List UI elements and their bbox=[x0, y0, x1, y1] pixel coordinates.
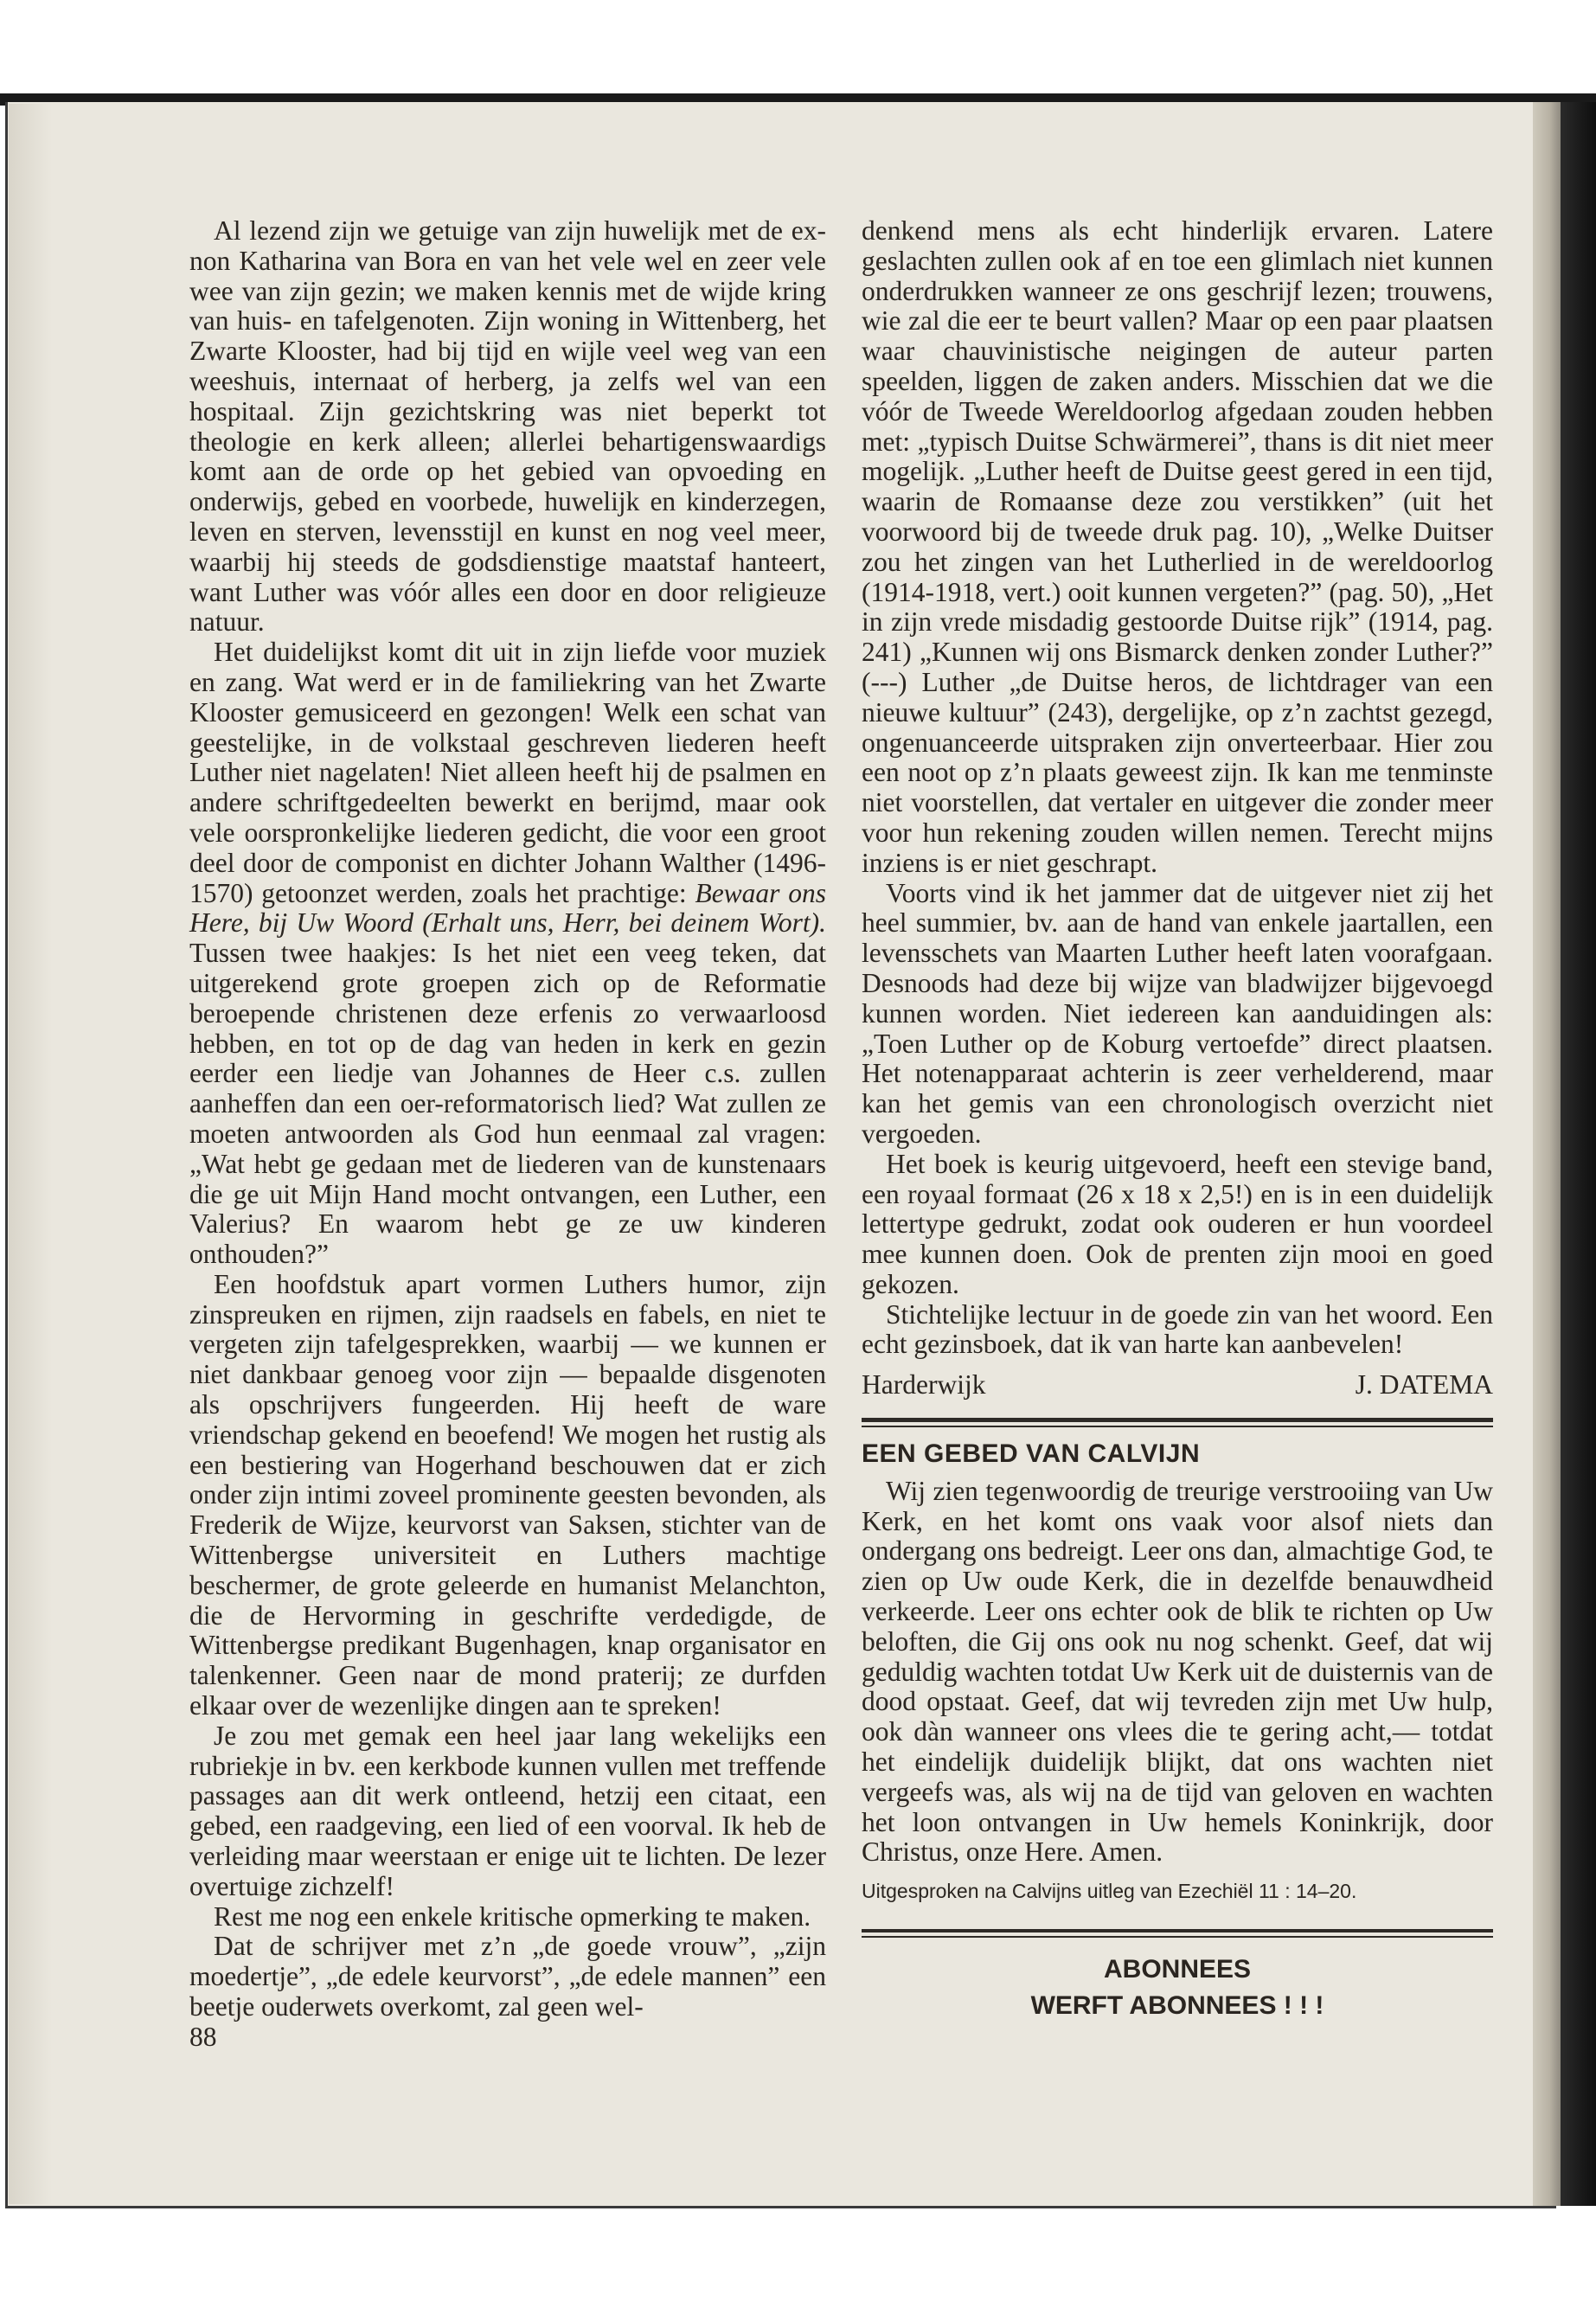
page-shadow bbox=[9, 104, 52, 2204]
paragraph bbox=[189, 638, 826, 1270]
advert-line-1: ABONNEES bbox=[1103, 1955, 1252, 1984]
paragraph-text: Het duidelijkst komt dit uit in zijn liefde voor muziek en zang. Wat werd er in de familiekring van het Zwarte Klooster gemusiceerd en gezongen! Welk een schat van geestelijke, in de volkstaal geschreven liederen heeft Luther niet nagelaten! Niet alleen heeft hij de psalmen en andere schriftgedeelten bewerkt en berijmd, maar ook vele oorspronkelijke liederen gedicht, die voor een groot deel door de componist en dichter Johann Walther (1496-1570) getoonzet werden, zoals het prachtige: bbox=[189, 637, 826, 908]
paragraph: Voorts vind ik het jammer dat de uitgever niet zij het heel summier, bv. aan de hand van enkele jaartallen, een levensschets van Maarten Luther heeft laten voorafgaan. Desnoods had deze bij wijze van bladwijzer bijgevoegd kunnen worden. Niet iedereen kan aanduidingen als: „Toen Luther op de Koburg vertoefde” direct plaatsen. Het notenapparaat achterin is zeer verhelderend, maar kan het gemis van een chronologisch overzicht niet vergoeden. bbox=[862, 877, 1493, 1149]
paragraph: Een hoofdstuk apart vormen Luthers humor, zijn zinspreuken en rijmen, zijn raadsels en fabels, en niet te vergeten zijn tafelgesprekken, waarbij — we kunnen er niet dankbaar genoeg voor zijn — bepaalde disgenoten als opschrijvers fungeerden. Hij heeft de ware vriendschap gekend en beoefend! We mogen het rustig als een bestiering van Hogerhand beschouwen dat er zich onder zijn intimi zoveel prominente geesten bevonden, als Frederik de Wijze, keurvorst van Saksen, stichter van de Wittenbergse universiteit en Luthers machtige beschermer, de grote geleerde en humanist Melanchton, die de Hervorming in geschrifte verdedigde, de Wittenbergse predikant Bugenhagen, knap organisator en talenkenner. Geen naar de mond praterij; ze durfden elkaar over de wezenlijke dingen aan te spreken! bbox=[189, 1268, 826, 1721]
right-column bbox=[862, 216, 1493, 2119]
paragraph-text: Tussen twee haakjes: Is het niet een veeg teken, dat uitgerekend grote groepen zich op de Reformatie beroepende christenen deze erfenis zo verwaarloosd hebben, en tot op de dag van heden in kerk en gezin eerder een liedje van Johannes de Heer c.s. zullen aanheffen dan een oer-reformatorisch lied? Wat zullen ze moeten antwoorden als God hun eenmaal zal vragen: „Wat hebt ge gedaan met de liederen van de kunstenaars die ge uit Mijn Hand mocht ontvangen, een Luther, een Valerius? En waarom hebt ge ze uw kinderen onthouden?” bbox=[189, 938, 826, 1270]
advert-box bbox=[862, 1952, 1493, 2024]
section-divider-thin bbox=[862, 1426, 1493, 1427]
left-column bbox=[189, 216, 826, 2053]
paragraph: Dat de schrijver met z’n „de goede vrouw”, „zijn moedertje”, „de edele keurvorst”, „de edele mannen” een beetje ouderwets overkomt, zal geen wel- bbox=[189, 1931, 826, 2022]
advert-line-2: WERFT ABONNEES ! ! ! bbox=[1030, 1991, 1324, 2021]
advert-divider bbox=[862, 1929, 1493, 1938]
signature-name: J. DATEMA bbox=[1355, 1369, 1493, 1400]
review-signature bbox=[862, 1370, 1493, 1400]
page-spine-gutter bbox=[1533, 102, 1561, 2206]
paragraph: Het boek is keurig uitgevoerd, heeft een stevige band, een royaal formaat (26 x 18 x 2,5!) en is in een duidelijk lettertype gedrukt, zodat ook ouderen er hun voordeel mee kunnen doen. Ook de prenten zijn mooi en goed gekozen. bbox=[862, 1148, 1493, 1299]
prayer-source: Uitgesproken na Calvijns uitleg van Ezechiël 11 : 14–20. bbox=[862, 1880, 1357, 1903]
prayer-text: Wij zien tegenwoordig de treurige verstrooiing van Uw Kerk, en het komt ons vaak voor alsof niets dan ondergang ons bedreigt. Leer ons dan, almachtige God, te zien op Uw oude Kerk, die in dezelfde benauwdheid verkeerde. Leer ons echter ook de blik te richten op Uw beloften, die Gij ons ook nu nog schenkt. Geef, dat wij geduldig wachten totdat Uw Kerk uit de duisternis van de dood opstaat. Geef, dat wij tevreden zijn met Uw hulp, ook dàn wanneer ons vlees die te gering acht,— totdat het eindelijk duidelijk blijkt, dat ons wachten niet vergeefs was, als wij na de tijd van geloven en wachten het loon ontvangen in Uw hemels Koninkrijk, door Christus, onze Here. Amen. bbox=[862, 1475, 1493, 1868]
paragraph: Stichtelijke lectuur in de goede zin van het woord. Een echt gezinsboek, dat ik van harte kan aanbevelen! bbox=[862, 1298, 1493, 1360]
signature-place: Harderwijk bbox=[862, 1369, 986, 1400]
paragraph: denkend mens als echt hinderlijk ervaren. Latere geslachten zullen ook af en toe een glimlach niet kunnen onderdrukken wanneer ze ons geschrijf lezen; trouwens, wie zal die eer te beurt vallen? Maar op een paar plaatsen waar chauvinistische neigingen de auteur parten speelden, liggen de zaken anders. Misschien dat we die vóór de Tweede Wereldoorlog afgedaan zouden hebben met: „typisch Duitse Schwärmerei”, thans is dit niet meer mogelijk. „Luther heeft de Duitse geest gered in een tijd, waarin de Romaanse deze zou verstikken” (uit het voorwoord bij de tweede druk pag. 10), „Welke Duitser zou het zingen van het Lutherlied in de wereldoorlog (1914-1918, vert.) ooit kunnen vergeten?” (pag. 50), „Het in zijn vrede misdadig gestoorde Duitse rijk” (1914, pag. 241) „Kunnen wij ons Bismarck denken zonder Luther?” (---) Luther „de Duitse heros, de lichtdrager van een nieuwe kultuur” (243), dergelijke, op z’n zachtst gezegd, ongenuanceerde uitspraken zijn onverteerbaar. Hier zou een noot op z’n plaats geweest zijn. Ik kan me tenminste niet voorstellen, dat vertaler en uitgever die zonder meer voor hun rekening zouden willen nemen. Terecht mijns inziens is er niet geschrapt. bbox=[862, 216, 1493, 878]
paragraph: Je zou met gemak een heel jaar lang wekelijks een rubriekje in bv. een kerkbode kunnen vullen met treffende passages aan dit werk ontleend, hetzij een citaat, een gebed, een raadgeving, een lied of een voorval. Ik heb de verleiding maar weerstaan er enige uit te lichten. De lezer overtuige zichzelf! bbox=[189, 1720, 826, 1901]
section-divider bbox=[862, 1418, 1493, 1422]
paragraph: Rest me nog een enkele kritische opmerking te maken. bbox=[214, 1900, 811, 1932]
page-number: 88 bbox=[189, 2021, 217, 2052]
hymn-title: Bewaar ons Here, bij Uw Woord (Erhalt uns, Herr, bei deinem Wort). bbox=[189, 877, 827, 939]
prayer-heading: EEN GEBED VAN CALVIJN bbox=[862, 1439, 1201, 1469]
scan-right-edge bbox=[1561, 102, 1596, 2206]
paragraph: Al lezend zijn we getuige van zijn huwelijk met de ex-non Katharina van Bora en van het vele wel en zeer vele wee van zijn gezin; we maken kennis met de wijde kring van huis- en tafelgenoten. Zijn woning in Wittenberg, het Zwarte Klooster, had bij tijd en wijle veel weg van een weeshuis, internaat of herberg, ja zelfs wel van een hospitaal. Zijn gezichtskring was niet beperkt tot theologie en kerk alleen; allerlei behartigenswaardigs komt aan de orde op het gebied van opvoeding en onderwijs, gebed en voorbede, huwelijk en kinderzegen, leven en sterven, levensstijl en kunst en nog veel meer, waarbij hij steeds de godsdienstige maatstaf hanteert, want Luther was vóór alles een door en door religieuze natuur. bbox=[189, 215, 826, 638]
